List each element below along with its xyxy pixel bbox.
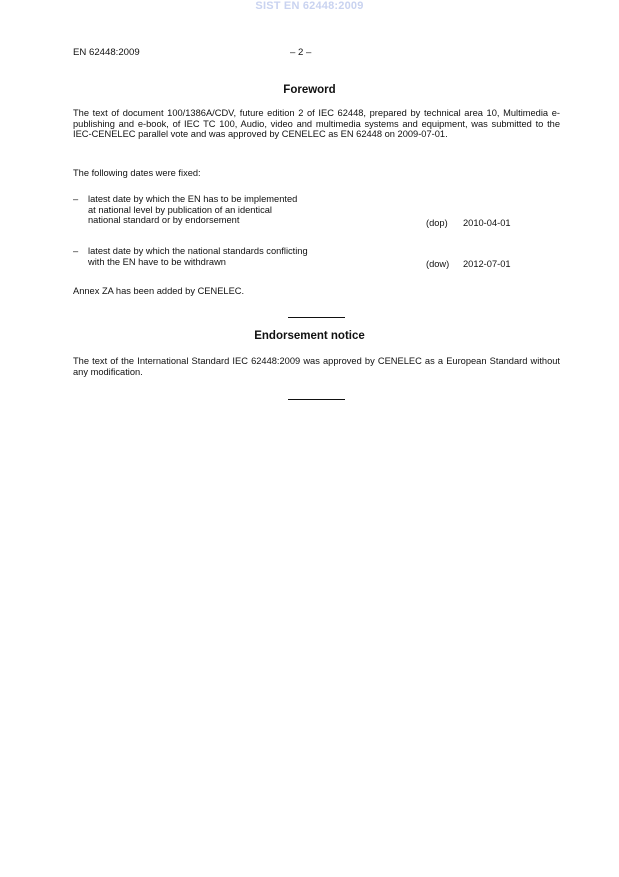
foreword-intro: The text of document 100/1386A/CDV, future edition 2 of IEC 62448, prepared by technical area 10, Multimedia e-publishing and e-book, of IEC TC 100, Audio, video and multimedia systems and equipment, was submitted to the IEC-CENELEC parallel vote and was approved by CENELEC as EN 62448 on 2009-07-01. xyxy=(73,108,560,140)
endorsement-title: Endorsement notice xyxy=(254,330,365,342)
section-divider xyxy=(288,317,345,318)
date-value-dop: 2010-04-01 xyxy=(463,218,511,228)
header-doc-id: EN 62448:2009 xyxy=(73,47,140,58)
date-item-line: latest date by which the EN has to be implemented xyxy=(88,194,298,204)
date-item-line: at national level by publication of an identical xyxy=(88,204,272,215)
dates-intro: The following dates were fixed: xyxy=(73,168,201,178)
list-dash: – xyxy=(73,194,79,204)
end-divider xyxy=(288,399,345,400)
date-item-line: latest date by which the national standards conflicting xyxy=(88,246,308,256)
annex-note: Annex ZA has been added by CENELEC. xyxy=(73,286,245,296)
date-item-line: with the EN have to be withdrawn xyxy=(88,256,226,267)
date-item-dop xyxy=(73,194,560,227)
date-item-dow xyxy=(73,246,560,268)
endorsement-text: The text of the International Standard IEC 62448:2009 was approved by CENELEC as a European Standard without any modification. xyxy=(73,356,560,377)
date-code-dop: (dop) xyxy=(426,218,448,228)
date-value-dow: 2012-07-01 xyxy=(463,259,511,269)
date-item-line: national standard or by endorsement xyxy=(88,215,240,226)
date-code-dow: (dow) xyxy=(426,259,450,269)
page-number: – 2 – xyxy=(290,47,312,58)
foreword-title: Foreword xyxy=(283,84,336,96)
watermark: SIST EN 62448:2009 xyxy=(255,0,364,12)
list-dash: – xyxy=(73,246,79,256)
